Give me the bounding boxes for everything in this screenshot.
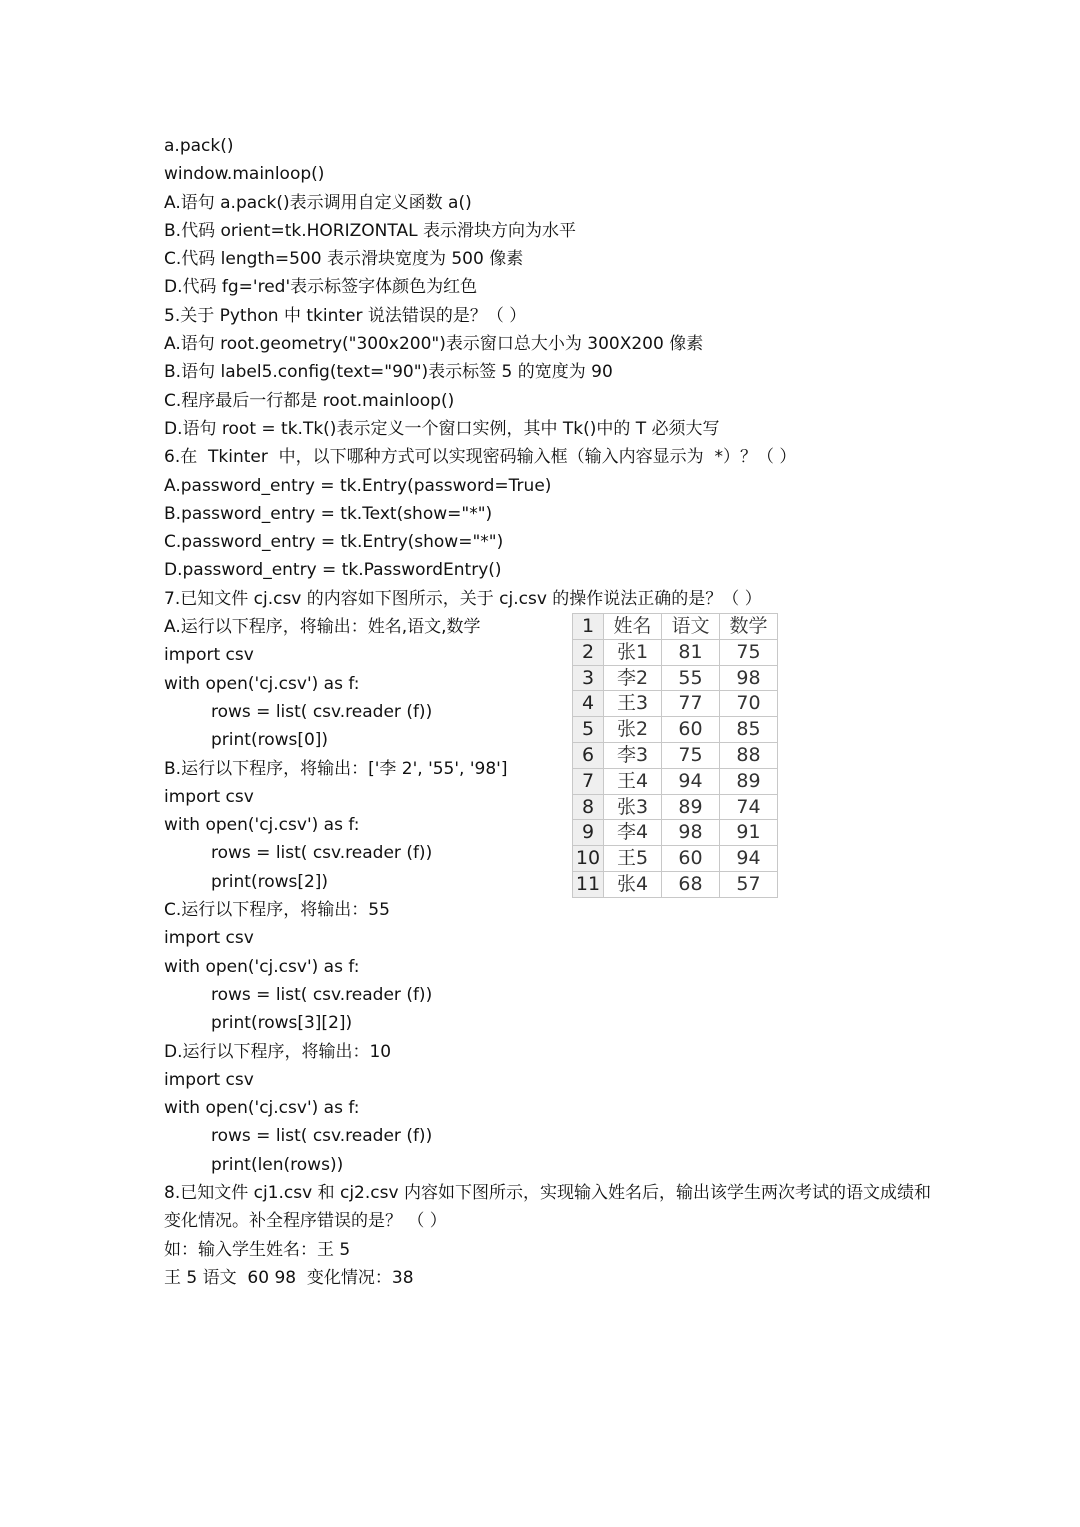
sheet-cell: 94 xyxy=(720,846,778,872)
example-output: 王 5 语文 60 98 变化情况：38 xyxy=(164,1267,414,1288)
code-line: with open('cj.csv') as f: xyxy=(164,956,360,977)
code-line: rows = list( csv.reader (f)) xyxy=(211,701,433,722)
code-line: print(rows[3][2]) xyxy=(211,1013,353,1034)
sheet-row xyxy=(573,639,778,665)
row-number: 8 xyxy=(573,794,604,820)
sheet-row xyxy=(573,794,778,820)
sheet-cell: 张3 xyxy=(604,794,662,820)
sheet-header-row xyxy=(573,614,778,640)
code-line: rows = list( csv.reader (f)) xyxy=(211,1126,433,1147)
sheet-cell: 98 xyxy=(720,665,778,691)
option-b: B.password_entry = tk.Text(show="*") xyxy=(164,503,493,524)
code-line: import csv xyxy=(164,786,254,807)
option-d: D.语句 root = tk.Tk()表示定义一个窗口实例，其中 Tk()中的 T 必须大写 xyxy=(164,418,720,439)
sheet-cell: 李4 xyxy=(604,820,662,846)
option-d: D.password_entry = tk.PasswordEntry() xyxy=(164,560,502,581)
sheet-cell: 89 xyxy=(662,794,720,820)
sheet-cell: 数学 xyxy=(720,614,778,640)
code-line: with open('cj.csv') as f: xyxy=(164,815,360,836)
sheet-cell: 89 xyxy=(720,768,778,794)
sheet-cell: 94 xyxy=(662,768,720,794)
sheet-cell: 57 xyxy=(720,871,778,897)
option-c: C.程序最后一行都是 root.mainloop() xyxy=(164,390,455,411)
row-number: 2 xyxy=(573,639,604,665)
code-line: with open('cj.csv') as f: xyxy=(164,1098,360,1119)
row-number: 1 xyxy=(573,614,604,640)
sheet-cell: 81 xyxy=(662,639,720,665)
option-a: A.password_entry = tk.Entry(password=True) xyxy=(164,475,552,496)
sheet-row xyxy=(573,691,778,717)
row-number: 10 xyxy=(573,846,604,872)
option-a: A.语句 a.pack()表示调用自定义函数 a() xyxy=(164,192,472,213)
example-input: 如：输入学生姓名：王 5 xyxy=(164,1239,351,1260)
code-line: print(len(rows)) xyxy=(211,1154,344,1175)
sheet-cell: 55 xyxy=(662,665,720,691)
sheet-cell: 88 xyxy=(720,742,778,768)
code-line: print(rows[0]) xyxy=(211,730,329,751)
text-line: a.pack() xyxy=(164,136,234,156)
code-line: rows = list( csv.reader (f)) xyxy=(211,984,433,1005)
row-number: 9 xyxy=(573,820,604,846)
row-number: 3 xyxy=(573,665,604,691)
csv-spreadsheet-image xyxy=(572,613,778,898)
sheet-cell: 60 xyxy=(662,717,720,743)
sheet-row xyxy=(573,665,778,691)
sheet-cell: 74 xyxy=(720,794,778,820)
sheet-cell: 张2 xyxy=(604,717,662,743)
sheet-cell: 李3 xyxy=(604,742,662,768)
code-line: import csv xyxy=(164,1069,254,1090)
sheet-cell: 王3 xyxy=(604,691,662,717)
option-c: C.代码 length=500 表示滑块宽度为 500 像素 xyxy=(164,249,524,270)
sheet-row xyxy=(573,871,778,897)
sheet-cell: 语文 xyxy=(662,614,720,640)
sheet-cell: 张4 xyxy=(604,871,662,897)
sheet-cell: 王4 xyxy=(604,768,662,794)
sheet-cell: 75 xyxy=(720,639,778,665)
question-6: 6.在 Tkinter 中，以下哪种方式可以实现密码输入框（输入内容显示为 *）？（ ） xyxy=(164,447,797,468)
option-d: D.代码 fg='red'表示标签字体颜色为红色 xyxy=(164,277,478,298)
option-a: A.运行以下程序，将输出：姓名,语文,数学 xyxy=(164,617,481,638)
option-b: B.运行以下程序，将输出：['李 2', '55', '98'] xyxy=(164,758,508,779)
sheet-cell: 77 xyxy=(662,691,720,717)
sheet-row xyxy=(573,742,778,768)
document-body xyxy=(164,132,944,1292)
option-a: A.语句 root.geometry("300x200")表示窗口总大小为 300X200 像素 xyxy=(164,334,704,355)
sheet-cell: 张1 xyxy=(604,639,662,665)
option-b: B.代码 orient=tk.HORIZONTAL 表示滑块方向为水平 xyxy=(164,220,576,241)
row-number: 11 xyxy=(573,871,604,897)
sheet-cell: 王5 xyxy=(604,846,662,872)
sheet-cell: 70 xyxy=(720,691,778,717)
row-number: 5 xyxy=(573,717,604,743)
sheet-cell: 75 xyxy=(662,742,720,768)
question-8: 8.已知文件 cj1.csv 和 cj2.csv 内容如下图所示，实现输入姓名后，输出该学生两次考试的语文成绩和变化情况。补全程序错误的是？ （ ） xyxy=(164,1182,931,1232)
sheet-cell: 91 xyxy=(720,820,778,846)
sheet-cell: 68 xyxy=(662,871,720,897)
code-line: with open('cj.csv') as f: xyxy=(164,673,360,694)
sheet-row xyxy=(573,717,778,743)
row-number: 6 xyxy=(573,742,604,768)
code-line: import csv xyxy=(164,928,254,949)
sheet-cell: 姓名 xyxy=(604,614,662,640)
code-line: print(rows[2]) xyxy=(211,871,329,892)
sheet-row xyxy=(573,768,778,794)
sheet-row xyxy=(573,846,778,872)
question-7: 7.已知文件 cj.csv 的内容如下图所示，关于 cj.csv 的操作说法正确的是？（ ） xyxy=(164,588,762,609)
option-c: C.password_entry = tk.Entry(show="*") xyxy=(164,532,504,553)
sheet-cell: 60 xyxy=(662,846,720,872)
row-number: 4 xyxy=(573,691,604,717)
sheet-row xyxy=(573,820,778,846)
text-line: window.mainloop() xyxy=(164,164,325,185)
code-line: rows = list( csv.reader (f)) xyxy=(211,843,433,864)
sheet-cell: 98 xyxy=(662,820,720,846)
sheet-cell: 85 xyxy=(720,717,778,743)
sheet-cell: 李2 xyxy=(604,665,662,691)
option-b: B.语句 label5.config(text="90")表示标签 5 的宽度为 90 xyxy=(164,362,613,383)
row-number: 7 xyxy=(573,768,604,794)
option-c: C.运行以下程序，将输出：55 xyxy=(164,900,390,921)
code-line: import csv xyxy=(164,645,254,666)
question-5: 5.关于 Python 中 tkinter 说法错误的是？（ ） xyxy=(164,305,527,326)
option-d: D.运行以下程序，将输出：10 xyxy=(164,1041,392,1062)
